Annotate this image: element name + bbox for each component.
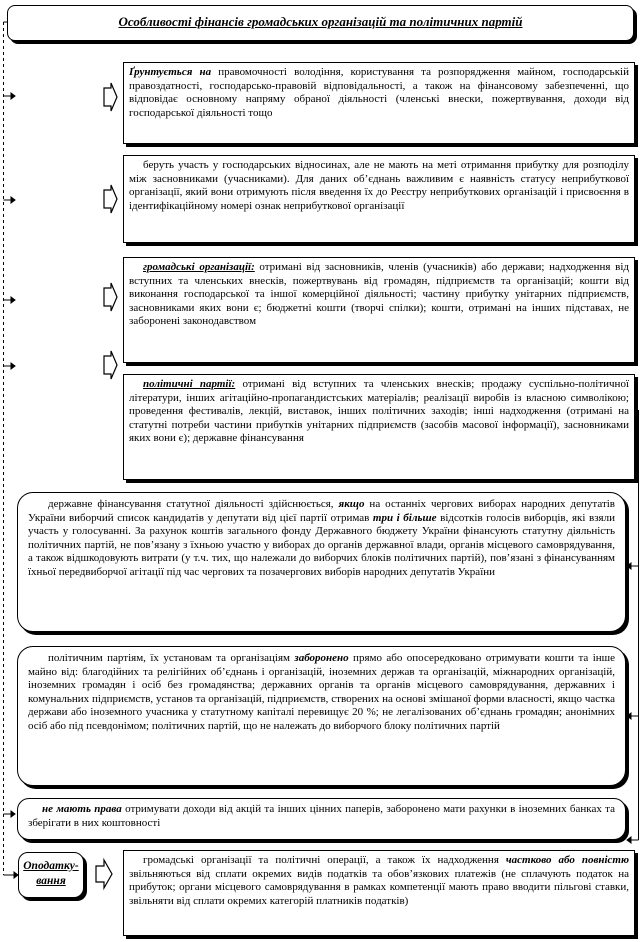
box-state-funding-emphasis-2: три і більше xyxy=(372,511,437,524)
box-prohibited-funding xyxy=(17,646,626,786)
box-legal-basis xyxy=(123,62,635,144)
box-prohibited-funding-text-1: політичним партіям, їх установам та організаціям xyxy=(48,652,295,664)
box-tax-exemptions-emphasis: частково або повністю xyxy=(505,854,629,866)
taxation-label: Оподаткування xyxy=(23,860,79,887)
box-tax-exemptions-text-1: громадські організації та політичні операції, а також їх надходження xyxy=(143,854,506,866)
box-state-funding-emphasis-1: якщо xyxy=(338,498,365,510)
box-political-parties-text: отримані від вступних та членських внесків; продажу суспільно-політичної літератури, інших агітаційно-пропагандистських матеріалів; реалізації виробів із власною символікою; проведення фестивалів, лекцій, виставок, інших політичних заходів; інші надходження (отримані на статутні потреби частини прибутків унітарних підприємств (засобів масової інформації), засновниками яких вони є); державне фінансування xyxy=(129,378,630,445)
right-arrows xyxy=(627,563,639,843)
box-legal-basis-text: правомочності володіння, користування та розпорядження майном, господарській правоздатності, господарсько-правовій відповідальності, а також на фінансовому забезпеченні, що відповідає основному напряму обраної діяльності (членські внески, пожертвування, доходи від господарської діяльності тощо xyxy=(129,66,629,119)
box-state-funding xyxy=(17,492,626,632)
box-state-funding-text-1: державне фінансування статутної діяльності здійснюється, xyxy=(48,498,339,510)
box-tax-exemptions-text-2: звільняються від сплати окремих видів податків та обов’язкових платежів (не сплачують податок на прибуток; органи місцевого самоврядування в рамках компетенції мають право вводити пільгові ставки, звільняти від сплати окремих категорій платників податків) xyxy=(129,867,629,907)
box-economic-relations-text: беруть участь у господарських відносинах, але не мають на меті отримання прибутку для розподілу між засновниками (учасниками). Для даних об’єднань важливим є наявність статусу неприбуткової організації, який вони отримують після введення їх до Реєстру неприбуткових організацій і присвоєння в ідентифікаційному номері ознак неприбуткової організації xyxy=(129,159,629,212)
box-no-right xyxy=(17,798,626,840)
box-public-organizations-lead: громадські організації: xyxy=(143,261,255,273)
box-political-parties xyxy=(123,374,635,480)
box-state-funding-text-3: відсотків голосів виборців, які взяли участь у голосуванні. За рахунок коштів загального фонду Державного бюджету України фінансують статутну діяльність політичних партій, не пов’язану з їхньою участю у виборах до органів державної влади, органів місцевого самоврядування, а також відшкодовують витрати (у т.ч. тих, що належали до виборчих блоків політичних партій), пов’язані з фінансуванням їхньої передвиборчої агітації під час чергових та позачергових виборів народних депутатів України xyxy=(28,511,615,578)
box-taxation-side xyxy=(18,852,84,898)
box-public-organizations xyxy=(123,257,635,363)
box-no-right-text: отримувати доходи від акцій та інших цінних паперів, заборонено мати рахунки в іноземних банках та зберігати в них коштовності xyxy=(28,803,615,829)
box-state-funding-text-2: на останніх чергових виборах народних депутатів України виборчий список кандидатів у депутати від цієї партії отримав xyxy=(28,498,615,524)
box-prohibited-funding-text-2: прямо або опосередковано отримувати кошти та інше майно від: благодійних та релігійних об’єднань і організацій, іноземних держав та організацій, міжнародних організацій, іноземних громадян і осіб без громадянства; державних органів та органів місцевого самоврядування, державних і комунальних підприємств, установ та організацій, підприємств, створених на основі змішаної форми власності, якщо частка держави або іноземного учасника у статутному капіталі перевищує 20 %; не легалізованих об’єднань громадян; анонімних осіб або під псевдонімом; політичних партій, що не належать до виборчого блоку політичних партій xyxy=(28,652,615,732)
branch-arrows xyxy=(4,93,19,878)
box-political-parties-lead: політичні партії: xyxy=(143,378,236,390)
box-economic-relations xyxy=(123,155,635,243)
box-tax-exemptions xyxy=(123,850,635,936)
box-public-organizations-text: отримані від засновників, членів (учасників) або держави; надходження від вступних та членських внесків, пожертвувань від громадян, підприємств та організацій; кошти від виконання господарської та іншої комерційної діяльності; частину прибутку унітарних підприємств, засновниками яких вони є; бюджетні кошти (творчі спілки); кошти, отримані на інших підставах, не заборонені законодавством xyxy=(129,261,629,328)
box-prohibited-funding-emphasis: заборонено xyxy=(294,652,349,664)
box-no-right-lead: не мають права xyxy=(42,803,122,815)
box-legal-basis-lead: Ґрунтується на xyxy=(129,66,212,78)
diagram-title: Особливості фінансів громадських організацій та політичних партій xyxy=(7,5,634,41)
